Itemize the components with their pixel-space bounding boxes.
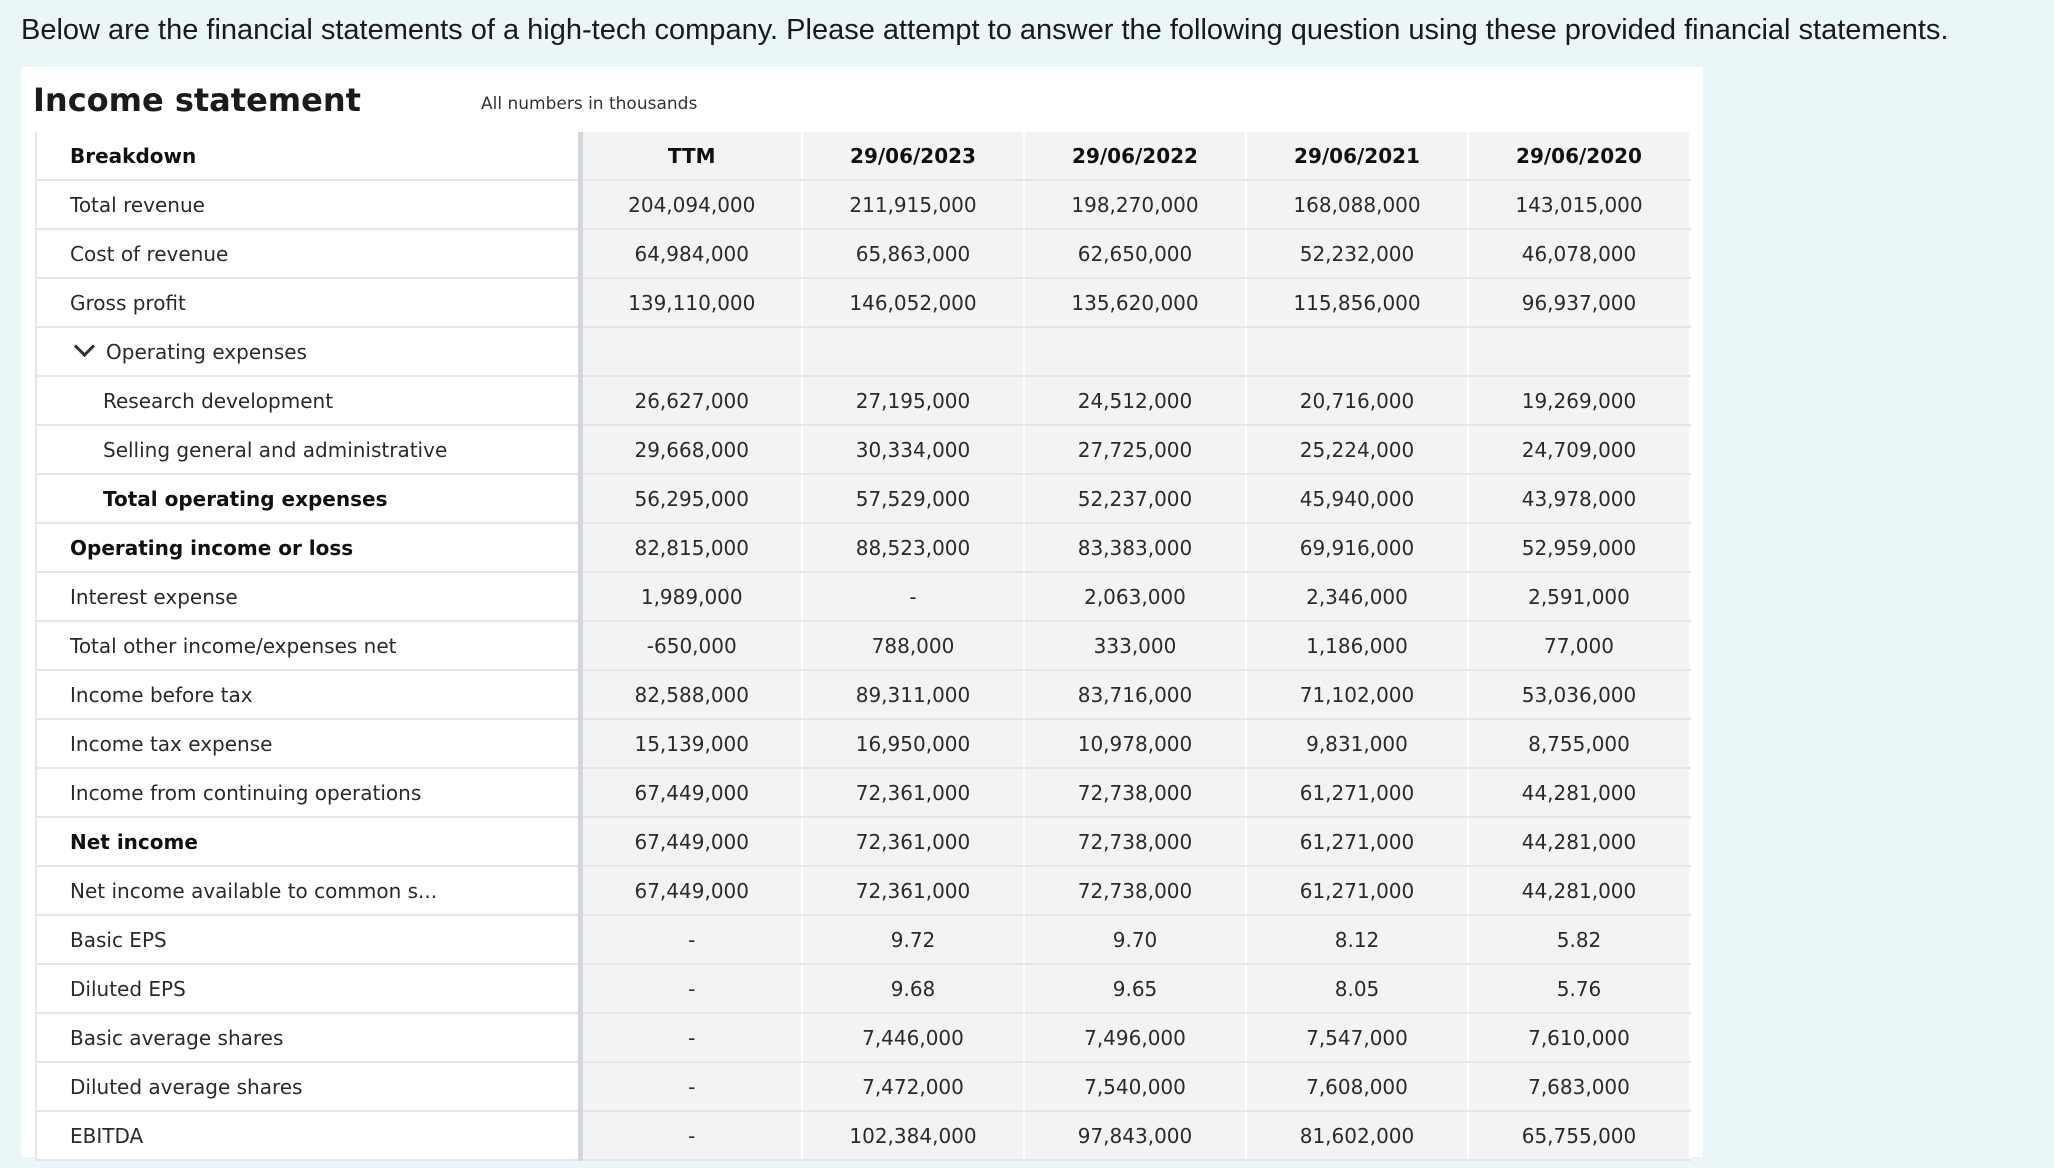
table-header-row: [36, 132, 1690, 180]
row-label: [36, 278, 580, 327]
cell-ttm: 82,815,000: [580, 523, 802, 572]
table-row: [36, 1111, 1690, 1160]
table-row: [36, 817, 1690, 866]
table-row: [36, 964, 1690, 1013]
table-row: [36, 327, 1690, 376]
row-label: [36, 866, 580, 915]
cell-ttm: -: [580, 1013, 802, 1062]
row-label: [36, 572, 580, 621]
cell-2021: 115,856,000: [1246, 278, 1468, 327]
cell-2022: 198,270,000: [1024, 180, 1246, 229]
row-label-text: Income from continuing operations: [70, 780, 422, 805]
cell-2020: 24,709,000: [1468, 425, 1690, 474]
row-label: [36, 425, 580, 474]
question-text: Below are the financial statements of a high-tech company. Please attempt to answer the following question using these provided financial statements.: [21, 14, 1949, 46]
cell-2023: 211,915,000: [802, 180, 1024, 229]
cell-ttm: 29,668,000: [580, 425, 802, 474]
cell-2022: 24,512,000: [1024, 376, 1246, 425]
cell-2021: 45,940,000: [1246, 474, 1468, 523]
cell-ttm: [580, 327, 802, 376]
cell-2020: 7,683,000: [1468, 1062, 1690, 1111]
cell-2021: 7,608,000: [1246, 1062, 1468, 1111]
cell-2022: 135,620,000: [1024, 278, 1246, 327]
cell-2023: 72,361,000: [802, 817, 1024, 866]
cell-2020: 77,000: [1468, 621, 1690, 670]
cell-2022: 72,738,000: [1024, 866, 1246, 915]
row-label: [36, 180, 580, 229]
cell-2020: 65,755,000: [1468, 1111, 1690, 1160]
row-label-text: Net income: [70, 829, 198, 854]
cell-2021: 25,224,000: [1246, 425, 1468, 474]
column-header-breakdown: Breakdown: [36, 132, 580, 180]
cell-2021: 1,186,000: [1246, 621, 1468, 670]
row-label: [36, 915, 580, 964]
cell-2022: 9.65: [1024, 964, 1246, 1013]
row-label: [36, 376, 580, 425]
row-label: [36, 817, 580, 866]
row-label: [36, 474, 580, 523]
cell-2020: 5.82: [1468, 915, 1690, 964]
row-label-text: Operating income or loss: [70, 535, 354, 560]
cell-2022: [1024, 327, 1246, 376]
row-label-text: Total revenue: [70, 192, 205, 217]
table-row: [36, 523, 1690, 572]
row-label: [36, 1111, 580, 1160]
table-row: [36, 621, 1690, 670]
cell-ttm: 1,989,000: [580, 572, 802, 621]
cell-2022: 7,540,000: [1024, 1062, 1246, 1111]
cell-ttm: -: [580, 1062, 802, 1111]
cell-ttm: 67,449,000: [580, 866, 802, 915]
cell-2020: 8,755,000: [1468, 719, 1690, 768]
row-label-text: EBITDA: [70, 1123, 144, 1148]
cell-ttm: -: [580, 964, 802, 1013]
cell-2022: 72,738,000: [1024, 768, 1246, 817]
table-row: [36, 866, 1690, 915]
table-row: [36, 278, 1690, 327]
row-label: [36, 1062, 580, 1111]
row-label-text: Net income available to common s...: [70, 878, 438, 903]
cell-ttm: -650,000: [580, 621, 802, 670]
cell-ttm: 56,295,000: [580, 474, 802, 523]
row-label-text: Diluted average shares: [70, 1074, 303, 1099]
cell-2021: 69,916,000: [1246, 523, 1468, 572]
cell-2023: 9.68: [802, 964, 1024, 1013]
cell-2021: 61,271,000: [1246, 866, 1468, 915]
row-label-text: Research development: [103, 388, 334, 413]
cell-2021: 8.12: [1246, 915, 1468, 964]
cell-ttm: 82,588,000: [580, 670, 802, 719]
statement-title: Income statement: [33, 81, 361, 119]
cell-2022: 2,063,000: [1024, 572, 1246, 621]
cell-2021: 71,102,000: [1246, 670, 1468, 719]
cell-2020: 19,269,000: [1468, 376, 1690, 425]
cell-2023: -: [802, 572, 1024, 621]
row-label: [36, 1013, 580, 1062]
cell-ttm: 64,984,000: [580, 229, 802, 278]
row-label-text: Interest expense: [70, 584, 238, 609]
column-header-2020: 29/06/2020: [1468, 132, 1690, 180]
row-label: [36, 523, 580, 572]
cell-2020: 53,036,000: [1468, 670, 1690, 719]
chevron-down-icon[interactable]: [74, 335, 95, 356]
cell-2022: 83,716,000: [1024, 670, 1246, 719]
table-row: [36, 376, 1690, 425]
cell-ttm: 15,139,000: [580, 719, 802, 768]
cell-2020: 43,978,000: [1468, 474, 1690, 523]
cell-2022: 52,237,000: [1024, 474, 1246, 523]
cell-2021: 61,271,000: [1246, 817, 1468, 866]
cell-2022: 83,383,000: [1024, 523, 1246, 572]
cell-2021: 8.05: [1246, 964, 1468, 1013]
cell-2023: 146,052,000: [802, 278, 1024, 327]
row-label-text: Total other income/expenses net: [70, 633, 397, 658]
section-toggle-operating-expenses[interactable]: [36, 327, 580, 376]
row-label-text: Gross profit: [70, 290, 186, 315]
cell-2020: 44,281,000: [1468, 768, 1690, 817]
column-header-2022: 29/06/2022: [1024, 132, 1246, 180]
table-row: [36, 670, 1690, 719]
row-label-text: Income tax expense: [70, 731, 273, 756]
row-label: [36, 768, 580, 817]
cell-2021: 168,088,000: [1246, 180, 1468, 229]
cell-2020: 7,610,000: [1468, 1013, 1690, 1062]
cell-2020: [1468, 327, 1690, 376]
cell-ttm: 67,449,000: [580, 768, 802, 817]
cell-2023: 72,361,000: [802, 866, 1024, 915]
table-row: [36, 572, 1690, 621]
cell-2023: 72,361,000: [802, 768, 1024, 817]
cell-2023: 788,000: [802, 621, 1024, 670]
cell-2021: 20,716,000: [1246, 376, 1468, 425]
table-row: [36, 768, 1690, 817]
cell-2023: 7,446,000: [802, 1013, 1024, 1062]
cell-ttm: -: [580, 1111, 802, 1160]
income-statement-table: [35, 132, 1691, 1161]
row-label: [36, 719, 580, 768]
income-statement-panel: [21, 67, 1703, 1157]
cell-2023: 88,523,000: [802, 523, 1024, 572]
cell-2020: 5.76: [1468, 964, 1690, 1013]
cell-2022: 72,738,000: [1024, 817, 1246, 866]
cell-2022: 333,000: [1024, 621, 1246, 670]
table-row: [36, 229, 1690, 278]
column-header-ttm: TTM: [580, 132, 802, 180]
cell-2023: 65,863,000: [802, 229, 1024, 278]
row-label-text: Cost of revenue: [70, 241, 229, 266]
cell-2023: 7,472,000: [802, 1062, 1024, 1111]
cell-2023: 102,384,000: [802, 1111, 1024, 1160]
column-header-2021: 29/06/2021: [1246, 132, 1468, 180]
cell-ttm: 139,110,000: [580, 278, 802, 327]
cell-2021: 61,271,000: [1246, 768, 1468, 817]
cell-2021: 9,831,000: [1246, 719, 1468, 768]
row-label-text: Basic EPS: [70, 927, 167, 952]
cell-2022: 27,725,000: [1024, 425, 1246, 474]
cell-2020: 44,281,000: [1468, 817, 1690, 866]
table-body: [36, 180, 1690, 1160]
cell-2023: [802, 327, 1024, 376]
cell-ttm: 204,094,000: [580, 180, 802, 229]
cell-2021: [1246, 327, 1468, 376]
table-row: [36, 180, 1690, 229]
row-label: [36, 964, 580, 1013]
cell-2020: 96,937,000: [1468, 278, 1690, 327]
row-label-text: Diluted EPS: [70, 976, 186, 1001]
cell-2023: 16,950,000: [802, 719, 1024, 768]
cell-2022: 10,978,000: [1024, 719, 1246, 768]
cell-2021: 52,232,000: [1246, 229, 1468, 278]
table-row: [36, 474, 1690, 523]
cell-2020: 44,281,000: [1468, 866, 1690, 915]
cell-2023: 27,195,000: [802, 376, 1024, 425]
row-label-text: Income before tax: [70, 682, 253, 707]
table-row: [36, 915, 1690, 964]
cell-2020: 143,015,000: [1468, 180, 1690, 229]
row-label-text: Selling general and administrative: [103, 437, 448, 462]
row-label: [36, 229, 580, 278]
cell-2021: 7,547,000: [1246, 1013, 1468, 1062]
statement-subtitle: All numbers in thousands: [481, 94, 698, 114]
row-label-text: Total operating expenses: [103, 486, 388, 511]
table-row: [36, 1013, 1690, 1062]
row-label-text: Operating expenses: [106, 339, 307, 364]
table-row: [36, 425, 1690, 474]
cell-2020: 46,078,000: [1468, 229, 1690, 278]
row-label: [36, 621, 580, 670]
table-row: [36, 1062, 1690, 1111]
cell-2022: 62,650,000: [1024, 229, 1246, 278]
cell-2023: 9.72: [802, 915, 1024, 964]
cell-2022: 97,843,000: [1024, 1111, 1246, 1160]
cell-2021: 2,346,000: [1246, 572, 1468, 621]
cell-2023: 30,334,000: [802, 425, 1024, 474]
cell-2021: 81,602,000: [1246, 1111, 1468, 1160]
cell-2020: 2,591,000: [1468, 572, 1690, 621]
cell-2022: 9.70: [1024, 915, 1246, 964]
row-label-text: Basic average shares: [70, 1025, 284, 1050]
row-label: [36, 670, 580, 719]
cell-2023: 89,311,000: [802, 670, 1024, 719]
cell-ttm: -: [580, 915, 802, 964]
cell-2023: 57,529,000: [802, 474, 1024, 523]
cell-2020: 52,959,000: [1468, 523, 1690, 572]
table-row: [36, 719, 1690, 768]
cell-ttm: 26,627,000: [580, 376, 802, 425]
cell-ttm: 67,449,000: [580, 817, 802, 866]
cell-2022: 7,496,000: [1024, 1013, 1246, 1062]
column-header-2023: 29/06/2023: [802, 132, 1024, 180]
